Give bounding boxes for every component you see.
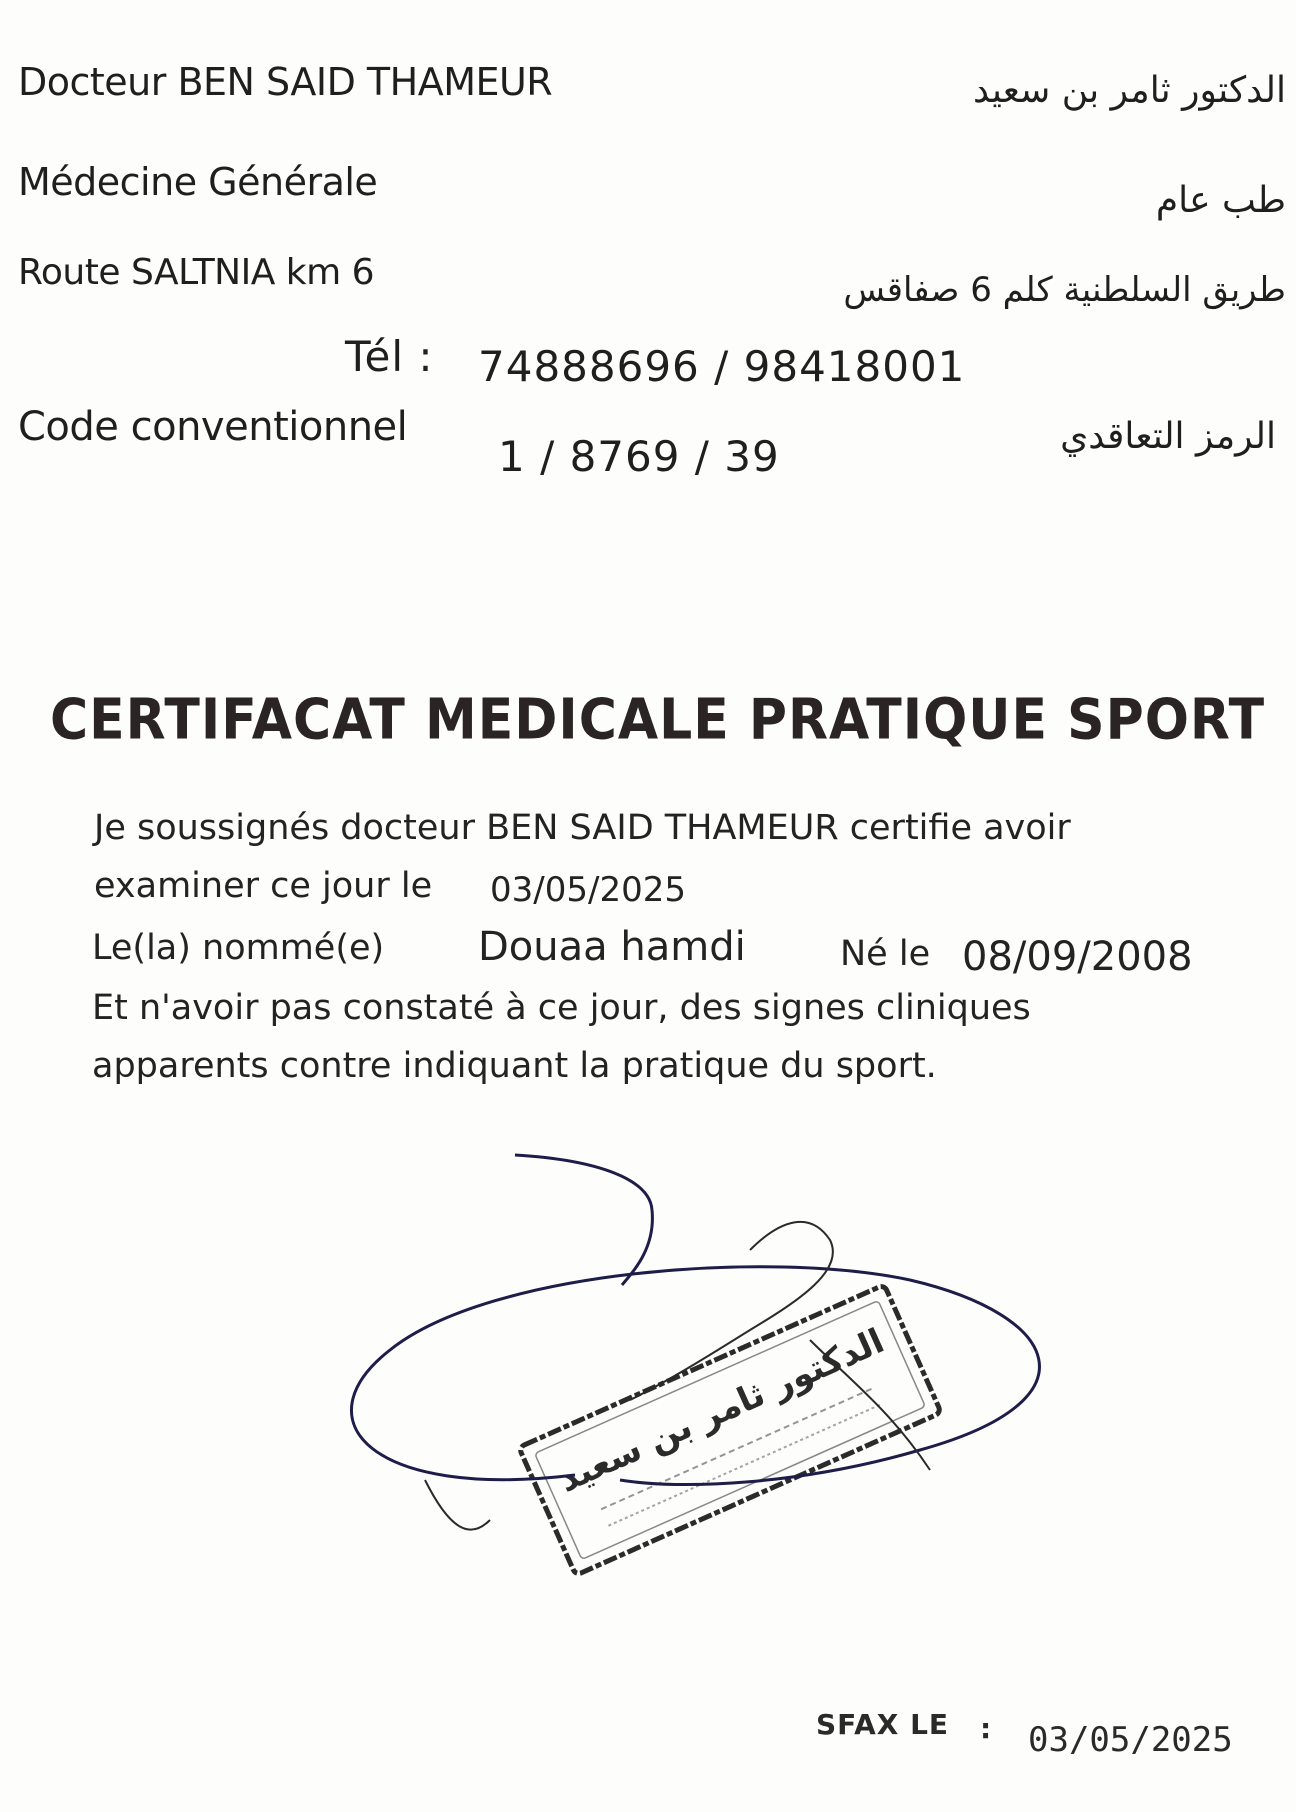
doctor-name-fr: Docteur BEN SAID THAMEUR [18,60,553,104]
code-value: 1 / 8769 / 39 [498,432,780,481]
birth-label: Né le [840,934,931,974]
address-ar: طريق السلطنية كلم 6 صفاقس [843,270,1286,310]
body-line-4: Et n'avoir pas constaté à ce jour, des signes cliniques [92,988,1031,1028]
footer-date: 03/05/2025 [1028,1720,1233,1760]
footer-place-label: SFAX LE [816,1708,950,1741]
body-line-2-label: examiner ce jour le [94,866,433,906]
doctor-name-ar: الدكتور ثامر بن سعيد [972,70,1286,111]
doctor-stamp [519,1285,941,1576]
specialty-fr: Médecine Générale [18,160,378,204]
specialty-ar: طب عام [1155,180,1286,221]
signature-stamp-graphic [330,1140,1110,1620]
address-fr: Route SALTNIA km 6 [18,252,375,293]
body-line-5: apparents contre indiquant la pratique du sport. [92,1046,937,1086]
tel-value: 74888696 / 98418001 [478,342,966,391]
certificate-title: CERTIFACAT MEDICALE PRATIQUE SPORT [50,687,1266,753]
footer-separator: : [980,1712,993,1745]
patient-label: Le(la) nommé(e) [92,928,385,968]
stamp-name-ar: الدكتور ثامر بن سعيد [552,1321,891,1501]
tel-label: Tél : [345,332,434,381]
exam-date: 03/05/2025 [490,870,686,910]
body-line-1: Je soussignés docteur BEN SAID THAMEUR certifie avoir [94,808,1071,848]
patient-name: Douaa hamdi [478,924,746,970]
code-label-fr: Code conventionnel [18,404,408,450]
birth-date: 08/09/2008 [962,934,1193,980]
code-label-ar: الرمز التعاقدي [1060,416,1276,457]
